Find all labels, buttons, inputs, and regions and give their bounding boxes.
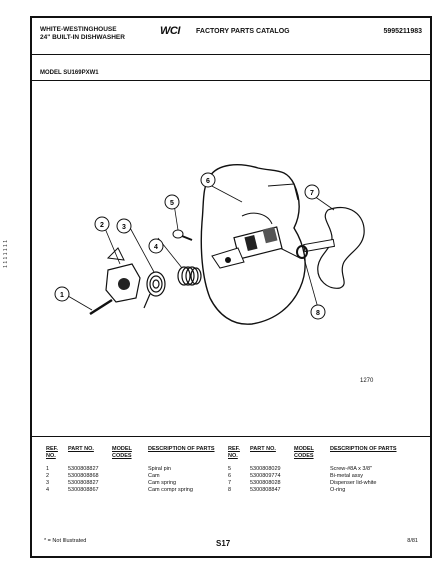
model-code <box>112 487 148 494</box>
col-desc-header: DESCRIPTION OF PARTS <box>330 446 397 452</box>
callout-6: 6 <box>206 178 210 185</box>
parts-table-right <box>228 446 410 494</box>
catalog-page <box>30 16 432 558</box>
model-code <box>294 487 330 494</box>
col-part-header: PART NO. <box>250 446 276 452</box>
col-code-header: MODEL CODES <box>294 446 314 459</box>
callout-2: 2 <box>100 222 104 229</box>
table-header <box>46 446 228 460</box>
header-divider <box>32 54 430 55</box>
model-divider <box>32 80 430 81</box>
col-desc-header: DESCRIPTION OF PARTS <box>148 446 215 452</box>
part-no: 5300808827 <box>68 480 99 486</box>
table-row <box>228 466 410 473</box>
cam-compr-spring <box>178 267 201 285</box>
part-description: Screw-#8A x 3/8" <box>330 466 372 472</box>
table-row <box>46 487 228 494</box>
figure-number: 1270 <box>360 378 374 384</box>
model-code <box>294 480 330 487</box>
catalog-number: 5995211983 <box>383 28 422 35</box>
table-divider <box>32 436 430 437</box>
not-illustrated-note: * = Not Illustrated <box>44 538 87 544</box>
cam <box>106 248 140 302</box>
ref-no: 2 <box>46 473 50 479</box>
callout-8: 8 <box>316 310 320 317</box>
callout-1: 1 <box>60 292 64 299</box>
product-type: 24" BUILT-IN DISHWASHER <box>40 34 125 41</box>
table-row <box>46 473 228 480</box>
page-number: S17 <box>216 539 231 548</box>
table-row <box>228 487 410 494</box>
dispenser-lid <box>304 207 364 288</box>
part-no: 5300808827 <box>68 466 99 472</box>
model-code <box>294 466 330 473</box>
part-no: 5300808867 <box>68 487 99 493</box>
cam-spring <box>144 272 165 308</box>
ref-no: 6 <box>228 473 232 479</box>
ref-no: 1 <box>46 466 50 472</box>
part-no: 5300808029 <box>250 466 281 472</box>
callout-3: 3 <box>122 224 126 231</box>
col-ref-header: REF. NO. <box>228 446 240 459</box>
ref-no: 4 <box>46 487 50 493</box>
table-row <box>46 480 228 487</box>
part-no: 5300808847 <box>250 487 281 493</box>
part-description: Dispenser lid-white <box>330 480 377 486</box>
callout-7: 7 <box>310 190 314 197</box>
model-code <box>112 466 148 473</box>
part-description: Cam spring <box>148 480 177 486</box>
part-description: Cam compr spring <box>148 487 193 493</box>
model-code <box>112 473 148 480</box>
col-ref-header: REF. NO. <box>46 446 58 459</box>
table-header <box>228 446 410 460</box>
catalog-title: FACTORY PARTS CATALOG <box>196 28 290 35</box>
spiral-pin <box>90 300 112 314</box>
model-label: MODEL SU169PXW1 <box>40 70 99 76</box>
part-no: 5300808868 <box>68 473 99 479</box>
brand-block <box>40 26 125 42</box>
ref-no: 7 <box>228 480 232 486</box>
table-row <box>228 480 410 487</box>
side-margin-mark: 1 1 1 1 1 1 1 <box>3 240 9 268</box>
ref-no: 3 <box>46 480 50 486</box>
col-part-header: PART NO. <box>68 446 94 452</box>
screw <box>173 230 192 240</box>
bimetal-assembly <box>212 213 282 268</box>
ref-no: 8 <box>228 487 232 493</box>
col-code-header: MODEL CODES <box>112 446 132 459</box>
callout-4: 4 <box>154 244 158 251</box>
model-code <box>112 480 148 487</box>
part-description: Cam <box>148 473 160 479</box>
part-description: Bi-metal assy <box>330 473 364 479</box>
ref-no: 5 <box>228 466 232 472</box>
table-row <box>46 466 228 473</box>
table-row <box>228 473 410 480</box>
part-description: O-ring <box>330 487 346 493</box>
o-ring <box>297 246 307 258</box>
part-no: 5300809774 <box>250 473 281 479</box>
callout-markers <box>55 173 325 319</box>
model-code <box>294 473 330 480</box>
brand-name: WHITE-WESTINGHOUSE <box>40 26 117 33</box>
revision-date: 8/81 <box>407 538 418 544</box>
exploded-parts-diagram <box>32 98 430 408</box>
parts-table-left <box>46 446 228 494</box>
wci-logo: WCI <box>160 25 180 37</box>
part-description: Spiral pin <box>148 466 171 472</box>
callout-5: 5 <box>170 200 174 207</box>
part-no: 5300808028 <box>250 480 281 486</box>
